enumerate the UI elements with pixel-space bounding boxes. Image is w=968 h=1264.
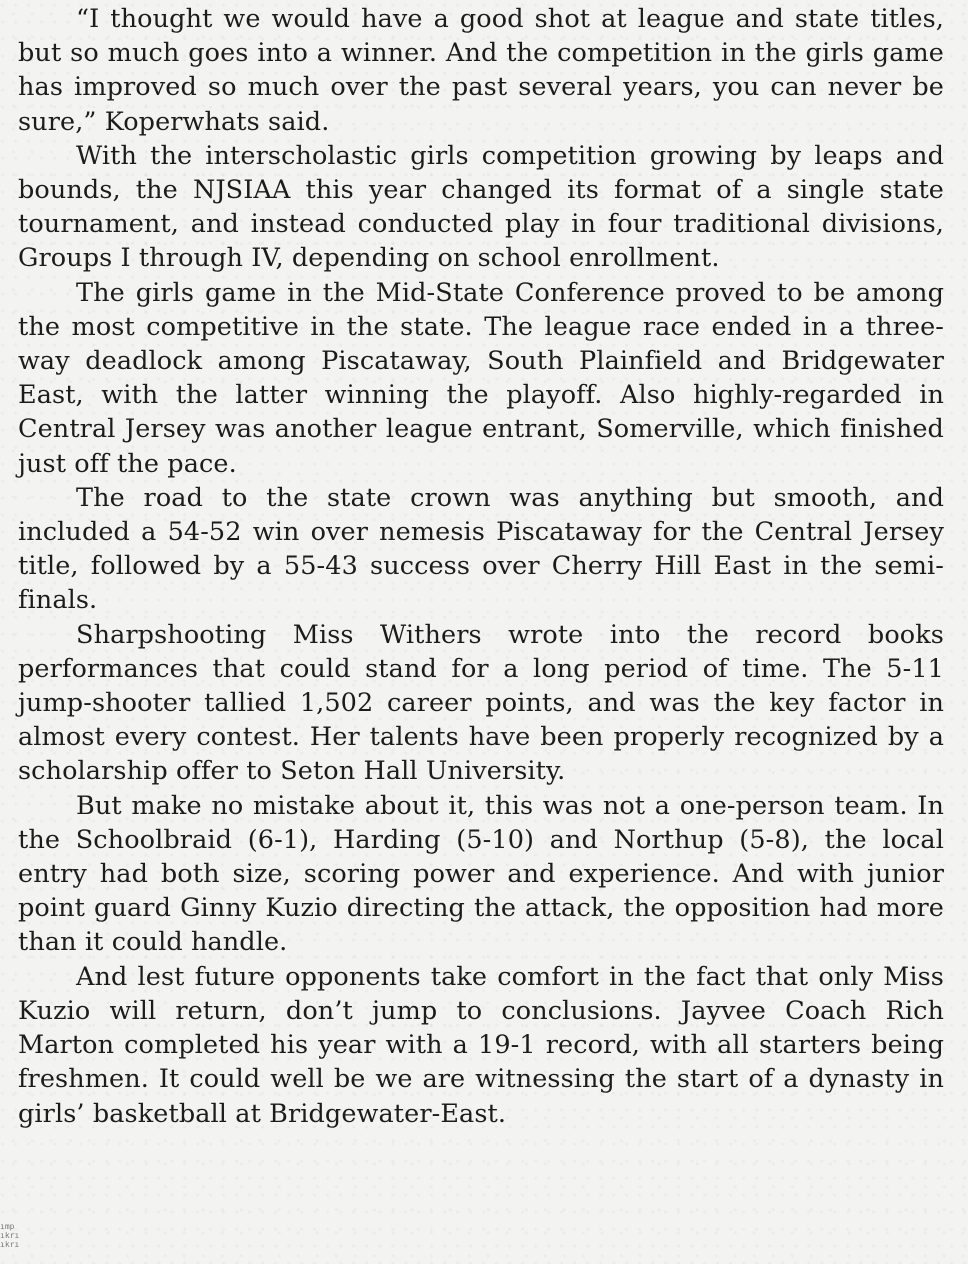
margin-smudge: ımp ıkrı ıkrı xyxy=(0,1222,20,1249)
article-paragraph-1: “I thought we would have a good shot at league and state titles, but so much goes into a winner. And the competition in the girls game has improved so much over the past several years, you can never be sure,” Koperwhats said. xyxy=(18,4,944,137)
article-paragraph-5: Sharpshooting Miss Withers wrote into the record books performances that could stand for a long period of time. The 5-11 jump-shooter tallied 1,502 career points, and was the key factor in almost every contest. Her talents have been properly recognized by a scholarship offer to Seton Hall University. xyxy=(18,619,944,787)
article-paragraph-2: With the interscholastic girls competition growing by leaps and bounds, the NJSIAA this year changed its format of a single state tournament, and instead conducted play in four traditional divisions, Groups I through IV, depending on school enrollment. xyxy=(18,140,944,274)
article-paragraph-6: But make no mistake about it, this was not a one-person team. In the Schoolbraid (6-1), Harding (5-10) and Northup (5-8), the local entry had both size, scoring power and experience. And with junior point guard Ginny Kuzio directing the attack, the opposition had more than it could handle. xyxy=(18,790,944,958)
article-paragraph-3: The girls game in the Mid-State Conference proved to be among the most competitive in the state. The league race ended in a three-way deadlock among Piscataway, South Plainfield and Bridgewater East, with the latter winning the playoff. Also highly-regarded in Central Jersey was another league entrant, Somerville, which finished just off the pace. xyxy=(18,277,944,479)
article-column xyxy=(18,2,944,1131)
article-paragraph-7: And lest future opponents take comfort in the fact that only Miss Kuzio will return, don’t jump to conclusions. Jayvee Coach Rich Marton completed his year with a 19-1 record, with all starters being freshmen. It could well be we are witnessing the start of a dynasty in girls’ basketball at Bridgewater-East. xyxy=(18,961,944,1129)
article-paragraph-4: The road to the state crown was anything but smooth, and included a 54-52 win over nemesis Piscataway for the Central Jersey title, followed by a 55-43 success over Cherry Hill East in the semi-finals. xyxy=(18,482,944,616)
